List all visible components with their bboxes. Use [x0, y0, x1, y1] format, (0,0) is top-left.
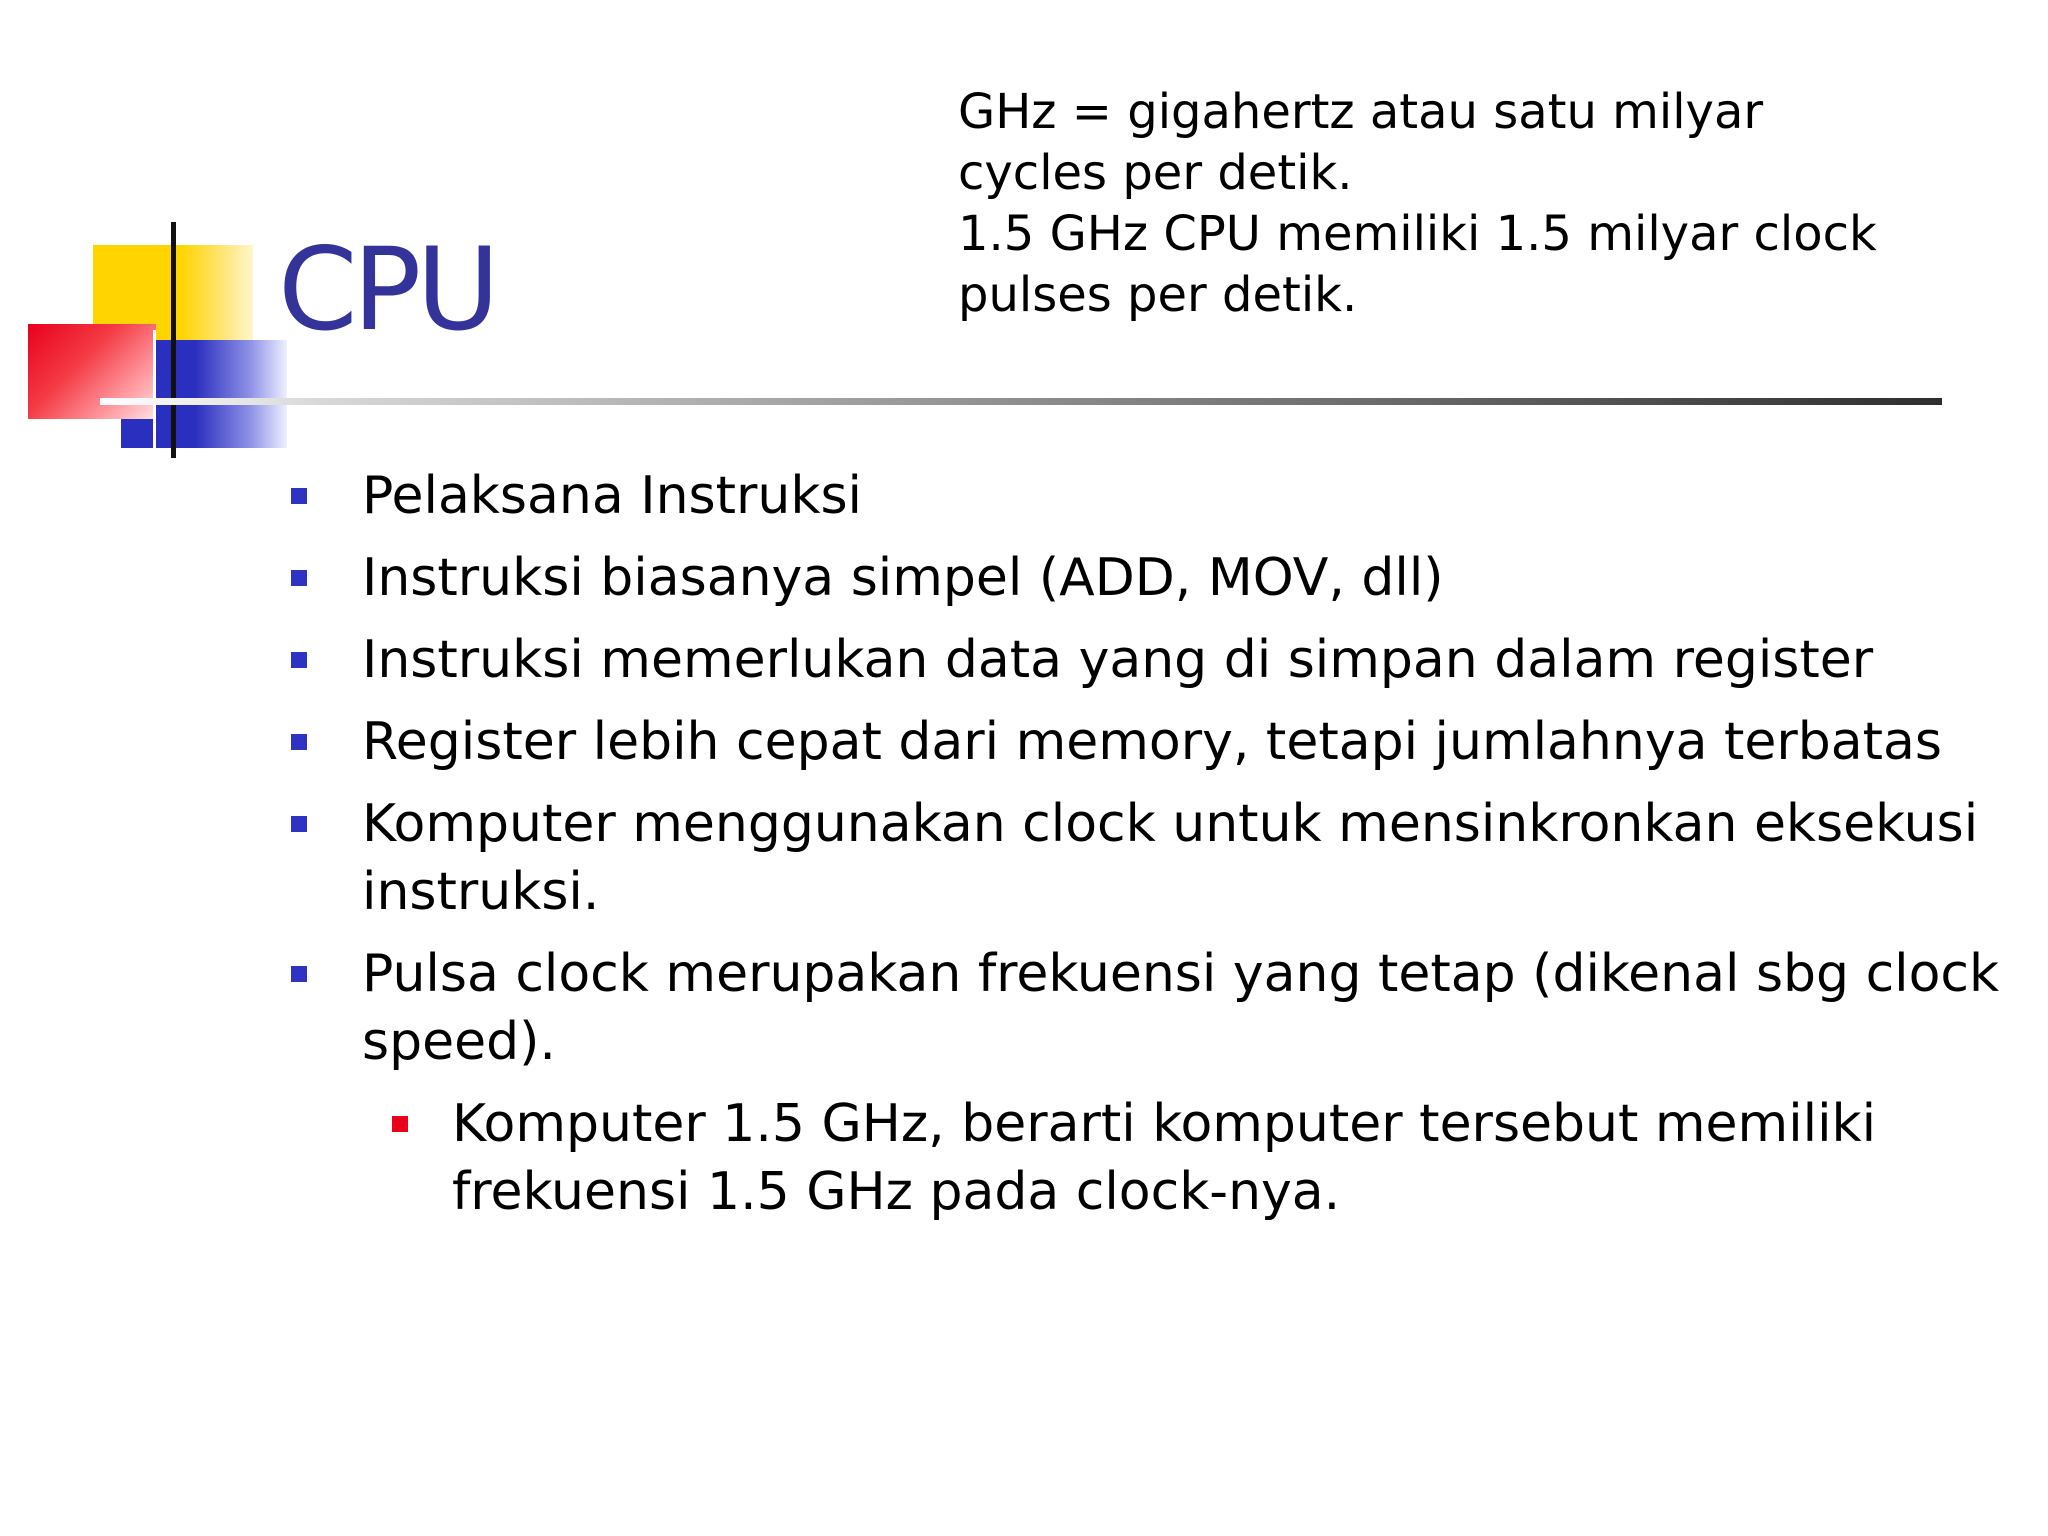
- bullet-item: [0, 708, 2048, 776]
- note-line: 1.5 GHz CPU memiliki 1.5 milyar clock pulses per detik.: [958, 206, 1877, 323]
- square-bullet-icon: [291, 488, 307, 504]
- bullet-item: [0, 462, 2048, 530]
- bullet-text: Pulsa clock merupakan frekuensi yang tetap (dikenal sbg clock speed).: [362, 944, 2000, 1072]
- note-line: GHz = gigahertz atau satu milyar cycles per detik.: [958, 84, 1764, 201]
- bullet-list: [0, 462, 2048, 1240]
- logo-vertical-line: [171, 222, 176, 458]
- bullet-item: [0, 626, 2048, 694]
- ghz-note: [958, 82, 1898, 326]
- bullet-item: [0, 940, 2048, 1076]
- sub-bullet-text: Komputer 1.5 GHz, berarti komputer tersebut memiliki frekuensi 1.5 GHz pada clock-nya.: [452, 1094, 1877, 1222]
- square-bullet-icon: [291, 816, 307, 832]
- square-bullet-icon: [291, 570, 307, 586]
- square-bullet-icon: [291, 734, 307, 750]
- bullet-text: Komputer menggunakan clock untuk mensinkronkan eksekusi instruksi.: [362, 794, 1979, 922]
- slide-title: CPU: [278, 223, 495, 356]
- bullet-text: Instruksi memerlukan data yang di simpan dalam register: [362, 630, 1874, 690]
- title-underline-rule: [100, 398, 1942, 405]
- bullet-item: [0, 544, 2048, 612]
- square-bullet-icon: [291, 652, 307, 668]
- red-square-bullet-icon: [392, 1116, 408, 1132]
- bullet-text: Register lebih cepat dari memory, tetapi jumlahnya terbatas: [362, 712, 1942, 772]
- bullet-text: Pelaksana Instruksi: [362, 466, 862, 526]
- bullet-item: [0, 790, 2048, 926]
- square-bullet-icon: [291, 966, 307, 982]
- logo-white-vertical-line: [153, 330, 156, 448]
- sub-bullet-item: [0, 1090, 2048, 1226]
- bullet-text: Instruksi biasanya simpel (ADD, MOV, dll): [362, 548, 1444, 608]
